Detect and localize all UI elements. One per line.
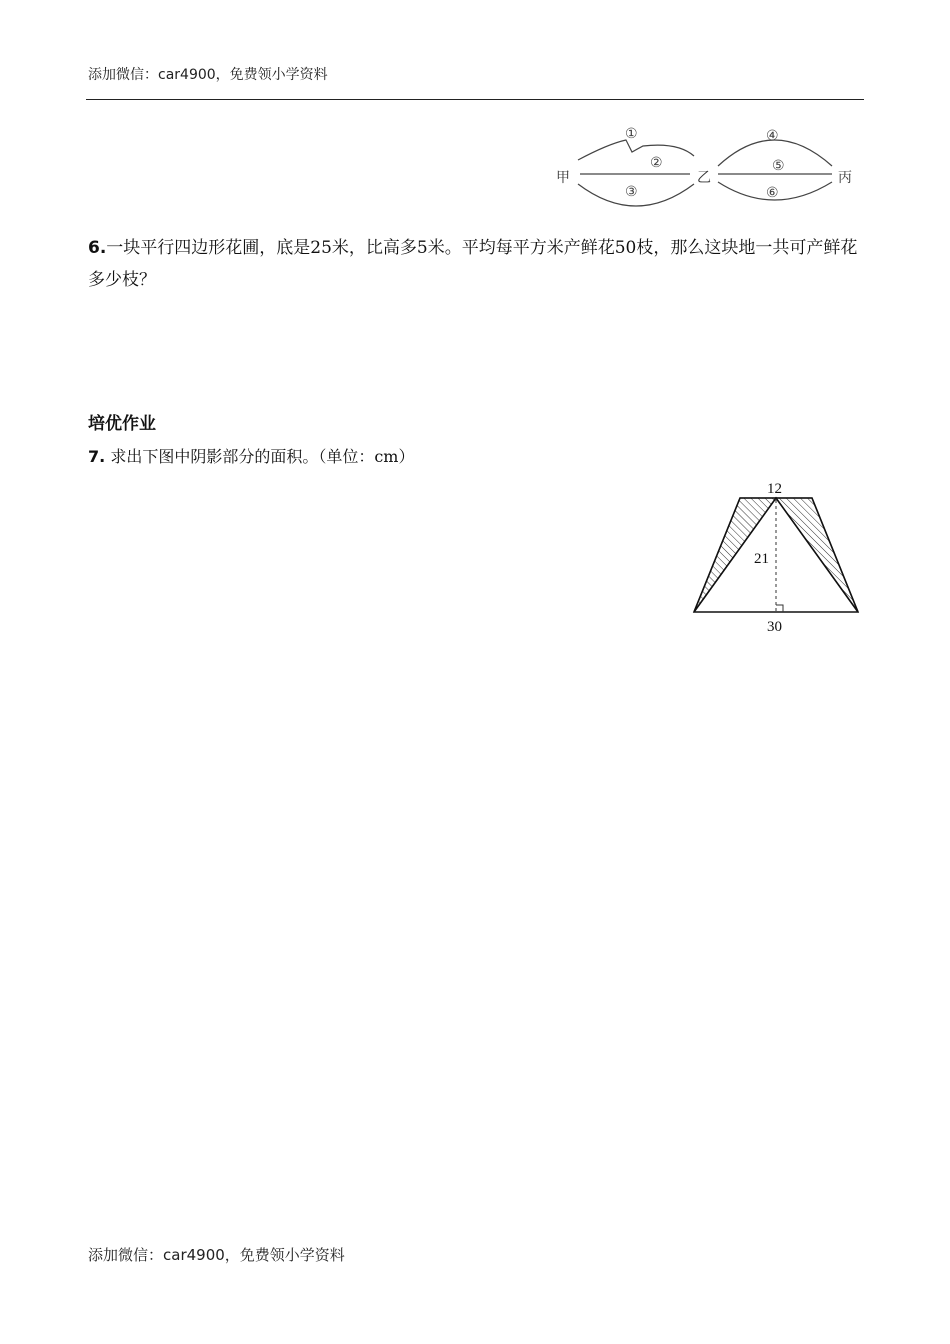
footer-watermark-text: 添加微信：car4900，免费领小学资料 <box>88 1246 345 1264</box>
question-6-number: 6. <box>88 238 107 258</box>
route-2-label: ② <box>650 156 663 171</box>
right-angle-marker <box>776 605 783 612</box>
route-6-label: ⑥ <box>766 186 779 201</box>
place-jia: 甲 <box>556 171 570 186</box>
question-7 <box>88 444 414 467</box>
question-6 <box>88 232 868 296</box>
height-label: 21 <box>754 551 769 567</box>
route-3-label: ③ <box>625 185 638 200</box>
bottom-base-label: 30 <box>767 619 782 635</box>
route-4-label: ④ <box>766 129 779 144</box>
section-title: 培优作业 <box>88 414 156 434</box>
route-5-label: ⑤ <box>772 159 785 174</box>
question-6-text: 一块平行四边形花圃，底是25米，比高多5米。平均每平方米产鲜花50枝，那么这块地一共可产鲜花多少枝？ <box>88 238 858 290</box>
route-diagram <box>548 116 864 218</box>
place-yi: 乙 <box>697 171 711 186</box>
question-7-text: 求出下图中阴影部分的面积。（单位：cm） <box>110 447 415 466</box>
trapezoid-diagram <box>684 474 868 638</box>
header-watermark-text: 添加微信：car4900，免费领小学资料 <box>88 67 328 83</box>
question-7-number: 7. <box>88 447 106 466</box>
route-1-label: ① <box>625 127 638 142</box>
place-bing: 丙 <box>838 171 852 186</box>
route-1-path <box>578 140 694 160</box>
header-divider <box>86 99 864 100</box>
top-base-label: 12 <box>767 481 782 497</box>
